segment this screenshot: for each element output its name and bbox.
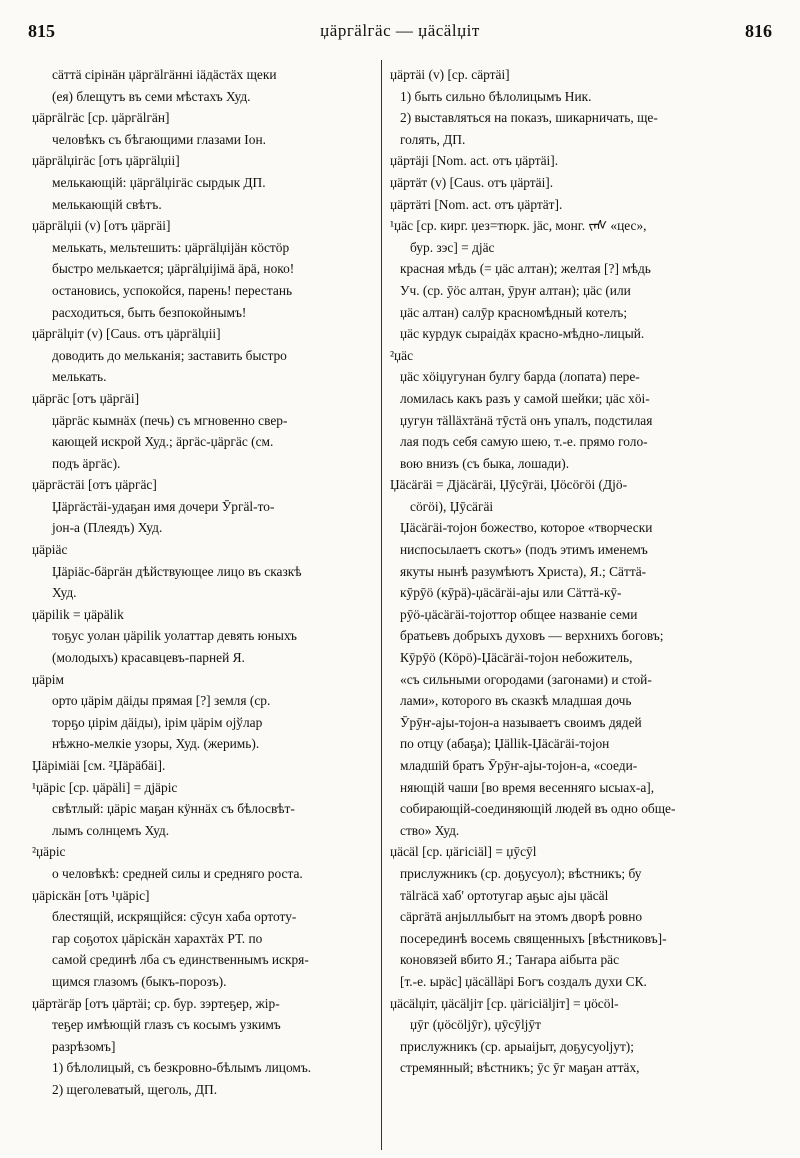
- entry-text-line: по отцу (абаҕа); Џällik-Џäсäгäi-тојон: [400, 736, 610, 752]
- entry-text-line: Џäсäгäi-тојон божество, которое «творчески: [400, 520, 653, 536]
- entry-text-line: Џäріäс-бäргäн дѣйствующее лицо въ сказкѣ: [52, 563, 302, 579]
- entry-text-line: (ея) блещутъ въ семи мѣстахъ Худ.: [52, 88, 251, 104]
- entry-text-line: «съ сильными огородами (загонами) и стой-: [400, 671, 652, 687]
- entry-headword-line: џäсälџiт, џäсälјiт [ср. џäгiсiälјiт] = џöсöl-: [390, 995, 619, 1011]
- entry-text-line: самой срединѣ лба съ единственнымъ искря-: [52, 952, 309, 968]
- left-page-number: 815: [28, 20, 55, 41]
- entry-text-line: сäттä сірінäн џäргälгäнні iäдäстäх щеки: [52, 67, 277, 82]
- entry-headword-line: Џäсäгäi = Дјäсäгäi, Џӯсӯгäi, Џöсöгöi (Дјö-: [390, 477, 628, 493]
- entry-text-line: разрѣзомъ]: [52, 1038, 116, 1054]
- entry-text-line: Худ.: [52, 585, 77, 601]
- entry-text-line: орто џäрiм дäiды прямая [?] земля (ср.: [52, 693, 271, 709]
- entry-text-line: ство» Худ.: [400, 822, 460, 838]
- entry-text-line: тälгäсä хаб' ортотугар аҕыс ајы џäсäl: [400, 887, 609, 903]
- entry-text-line: доводить до мельканія; заставить быстро: [52, 347, 287, 363]
- entry-text-line: остановись, успокойся, парень! перестань: [52, 282, 293, 298]
- entry-text-line: прислужникъ (ср. арыаiјыт, доҕусуоlјут);: [400, 1038, 634, 1054]
- entry-headword-line: џäргälгäс [ср. џäргälгäн]: [32, 110, 170, 126]
- entry-text-line: голять, ДП.: [400, 131, 466, 147]
- entry-text-line: 1) бѣлолицый, съ безкровно-бѣлымъ лицомъ.: [52, 1060, 312, 1076]
- entry-text-line: стремянный; вѣстникъ; ӯс ӯг маҕан аттäх,: [400, 1060, 640, 1076]
- entry-headword-line: џäргälџiт (v) [Caus. отъ џäргälџii]: [32, 326, 221, 342]
- column-divider: [381, 60, 382, 1150]
- entry-text-line: расходиться, быть безпокойнымъ!: [52, 304, 247, 320]
- entry-headword-line: ²џäріс: [32, 844, 66, 860]
- entry-headword-line: џäргälџiгäс [отъ џäргälџii]: [32, 153, 180, 169]
- right-column: [390, 64, 760, 1146]
- entry-text-line: кающей искрой Худ.; äргäс-џäргäс (см.: [52, 434, 274, 450]
- entry-text-line: лымъ солнцемъ Худ.: [52, 822, 170, 838]
- entry-text-line: вою внизъ (съ быка, лошади).: [400, 455, 570, 471]
- entry-text-line: џäс алтан) салӯр красномѣдный котелъ;: [400, 304, 628, 320]
- entry-text-line: быстро мелькается; џäргälџiјiмä äрä, ноко!: [52, 261, 295, 277]
- entry-text-line: 2) выставляться на показъ, шикарничать, ще-: [400, 110, 658, 126]
- entry-headword-line: џäртäi (v) [ср. сäртäi]: [390, 67, 510, 82]
- entry-text-line: џугун тälläхтäнä тӯстä онъ упалъ, подстилая: [400, 412, 653, 428]
- entry-headword-line: џäртäгäр [отъ џäртäi; ср. бур. зэртеҕер, жiр-: [32, 995, 280, 1011]
- entry-text-line: Кӯрӯö (Кöрö)-Џäсäгäi-тојон небожитель,: [400, 650, 633, 666]
- entry-headword-line: џäртäті [Nom. act. отъ џäртäт].: [390, 196, 563, 212]
- entry-text-line: теҕер имѣющій глазъ съ косымъ узкимъ: [52, 1017, 281, 1033]
- running-title: џäргälгäс — џäсälџiт: [320, 21, 480, 40]
- entry-headword-line: џäрiскäн [отъ ¹џäріс]: [32, 887, 150, 903]
- entry-text-line: прислужникъ (ср. доҕусуол); вѣстникъ; бу: [400, 865, 642, 881]
- entry-text-line: о человѣкѣ: средней силы и средняго роста.: [52, 865, 303, 881]
- entry-text-line: (молодыхъ) красавцевъ-парней Я.: [52, 650, 245, 666]
- entry-headword-line: џäргäс [отъ џäргäi]: [32, 390, 140, 406]
- entry-text-line: [т.-е. ырäс] џäсälläрi Богъ создалъ духи СК.: [400, 973, 647, 989]
- entry-text-line: мелькающій свѣтъ.: [52, 196, 162, 212]
- entry-text-line: тоҕус уолан џäрilik уолаттар девять юныхъ: [52, 628, 297, 644]
- entry-text-line: нѣжно-мелкіе узоры, Худ. (жеримь).: [52, 736, 260, 752]
- entry-text-line: ниспосылаетъ скотъ» (подъ этимъ именемъ: [400, 542, 648, 558]
- entry-text-line: лая подъ себя самую шею, т.-е. прямо голо-: [400, 434, 648, 450]
- entry-text-line: џäс хöiџугунан булгу барда (лопата) пере-: [400, 369, 640, 385]
- entry-text-line: сöгöi), Џӯсäгäi: [410, 498, 494, 514]
- entry-text-line: мелькать, мельтешить: џäргälџiјäн кöстöр: [52, 239, 290, 255]
- entry-text-line: торҕо џiрiм дäiды), ірiм џäрiм оjўлар: [52, 714, 263, 730]
- entry-text-line: блестящій, искрящійся: сӯсун хаба ортоту-: [52, 909, 297, 925]
- entry-text-line: 1) быть сильно бѣлолицымъ Ник.: [400, 88, 592, 104]
- entry-text-line: собирающій-соединяющій людей въ одно обще-: [400, 801, 676, 817]
- entry-text-line: щимся глазомъ (быкъ-порозъ).: [52, 973, 227, 989]
- entry-text-line: бур. зэс] = дјäс: [410, 239, 495, 255]
- entry-text-line: 2) щеголеватый, щеголь, ДП.: [52, 1081, 218, 1097]
- entry-headword-line: џäріäс: [32, 542, 68, 558]
- entry-text-line: Ӯрӯҥ-ајы-тојон-а называетъ своимъ дядей: [400, 714, 642, 730]
- entry-text-line: џäс курдук сыраiдäх красно-мѣдно-лицый.: [400, 326, 645, 342]
- entry-text-line: свѣтлый: џäріс маҕан кÿннäх съ бѣлосвѣт-: [52, 801, 295, 817]
- entry-headword-line: ²џäс: [390, 347, 414, 363]
- entry-headword-line: џäрiм: [32, 671, 64, 687]
- entry-text-line: человѣкъ съ бѣгающими глазами Іон.: [52, 131, 266, 147]
- entry-headword-line: Џäрiмiäi [см. ²Џäрäбäi].: [32, 758, 166, 773]
- entry-text-line: братьевъ добрыхъ духовъ — верхнихъ боговъ;: [400, 628, 664, 644]
- entry-headword-line: џäртäјi [Nom. act. отъ џäртäi].: [390, 153, 559, 169]
- entry-text-line: џäргäс кымнäх (печь) съ мгновенно свер-: [52, 412, 288, 428]
- entry-text-line: гар соҕотох џäрiскäн харахтäх РТ. по: [52, 930, 263, 946]
- entry-headword-line: џäргälџii (v) [отъ џäргäi]: [32, 218, 171, 234]
- left-column: [32, 64, 374, 1146]
- entry-text-line: сäргäтä анјыллыбыт на этомъ дворѣ ровно: [400, 909, 643, 925]
- entry-text-line: кӯрӯö (кӯрä)-џäсäгäi-ајы или Сäттä-кӯ-: [400, 585, 622, 601]
- entry-text-line: младшій братъ Ӯрӯҥ-ајы-тојон-а, «соеди-: [400, 758, 638, 773]
- entry-text-line: няющій чаши [во время весенняго ысыах-а],: [400, 779, 655, 795]
- entry-text-line: џӯг (џöсölјӯг), џӯсӯlјӯт: [410, 1017, 541, 1033]
- entry-text-line: лами», которого въ сказкѣ младшая дочь: [400, 693, 632, 709]
- entry-text-line: рӯö-џäсäгäi-тојоттор общее названіе семи: [400, 606, 638, 622]
- entry-text-line: ломилась какъ разъ у самой шейки; џäс хöi-: [400, 390, 650, 406]
- entry-text-line: Уч. (ср. ӯöс алтан, ӯруҥ алтан); џäс (или: [400, 282, 631, 298]
- entry-headword-line: џäсäl [ср. џäгiсiäl] = џӯсӯl: [390, 844, 537, 860]
- entry-text-line: мелькать.: [52, 369, 107, 385]
- entry-text-line: подъ äргäс).: [52, 455, 121, 471]
- entry-text-line: мелькающій: џäргälџiгäс сырдык ДП.: [52, 174, 266, 190]
- entry-text-line: посерединѣ восемь священныхъ [вѣстниковъ]-: [400, 930, 667, 946]
- page-header: [28, 18, 772, 44]
- entry-text-line: Џäргäстäi-удаҕан имя дочери Ӯргäl-то-: [52, 498, 275, 514]
- entry-headword-line: ¹џäс [ср. кирг. џез=тюрк. јäс, монг. ᠵᠡᠰ «цес»,: [390, 218, 647, 234]
- entry-text-line: јон-а (Плеядъ) Худ.: [52, 520, 163, 536]
- entry-headword-line: џäртäт (v) [Caus. отъ џäртäi].: [390, 174, 554, 190]
- entry-headword-line: џäргäстäi [отъ џäргäс]: [32, 477, 157, 493]
- entry-text-line: якуты нынѣ разумѣютъ Христа), Я.; Сäттä-: [400, 563, 647, 579]
- right-page-number: 816: [745, 20, 772, 41]
- entry-text-line: коновязей вбито Я.; Таҥара аiбыта рäс: [400, 952, 620, 968]
- entry-headword-line: ¹џäріс [ср. џäрäli] = дјäріс: [32, 779, 178, 795]
- entry-headword-line: џäрilik = џäрälik: [32, 606, 124, 622]
- entry-text-line: красная мѣдь (= џäс алтан); желтая [?] мѣдь: [400, 261, 651, 277]
